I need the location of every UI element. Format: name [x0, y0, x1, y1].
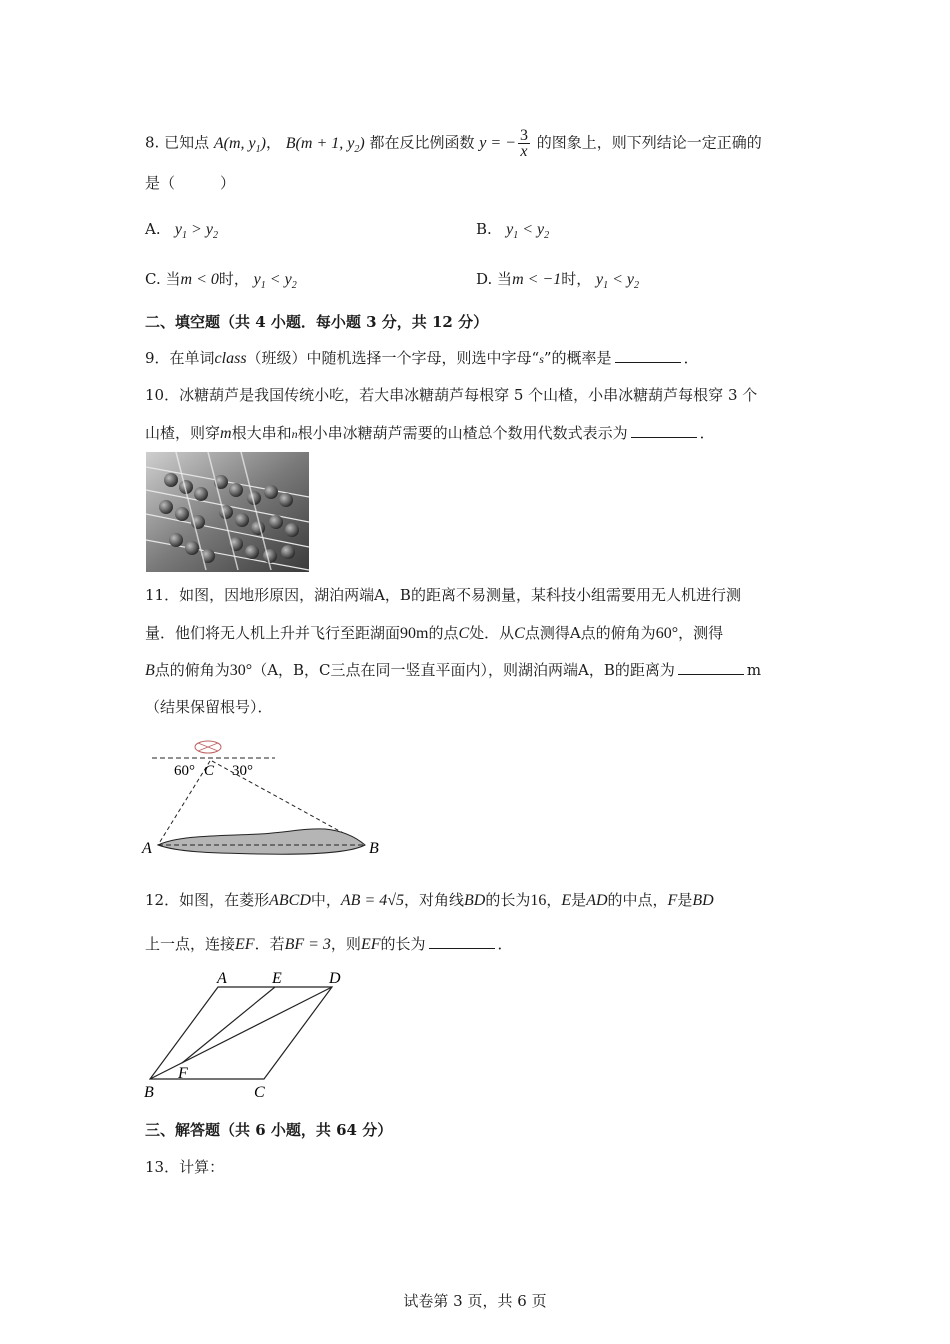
q8-function: y = −: [479, 134, 516, 152]
label-60: 60°: [174, 763, 195, 779]
section-2-heading: 二、填空题（共 4 小题．每小题 3 分，共 12 分）: [145, 313, 489, 331]
q8-option-a: A. $y_1 > y_2$: [145, 220, 218, 242]
page-footer: 试卷第 3 页，共 6 页: [403, 1292, 547, 1310]
q8-text: 都在反比例函数: [369, 133, 475, 152]
label-B: B: [144, 1084, 154, 1101]
q10-line1: 10．冰糖葫芦是我国传统小吃，若大串冰糖葫芦每根穿 5 个山楂，小串冰糖葫芦每根穿 3 个: [145, 386, 758, 404]
q8-option-b: B. $y_1 < y_2$: [476, 220, 550, 242]
q11-figure: [140, 735, 390, 860]
q11-line4: （结果保留根号）．: [145, 698, 273, 716]
q8-comma: ，: [265, 133, 281, 152]
label-30: 30°: [232, 763, 253, 779]
q8-text: 的图象上，则下列结论一定正确的: [536, 133, 762, 152]
q8-number: 8.: [145, 133, 160, 152]
label-F: F: [178, 1065, 188, 1082]
q8-text: 是（ ）: [145, 174, 236, 192]
label-A: A: [217, 970, 227, 987]
q10-answer-blank[interactable]: [631, 423, 697, 438]
q8-fraction: $\frac{3}{x}$: [519, 127, 528, 160]
q8-line2: [145, 172, 235, 194]
q9: 9．在单词class（班级）中随机选择一个字母，则选中字母“s”的概率是 ．: [145, 349, 699, 367]
q12-figure: [140, 965, 370, 1105]
label-C: C: [254, 1084, 265, 1101]
label-E: E: [272, 970, 282, 987]
label-b: B: [369, 840, 379, 857]
q11-line3: B点的俯角为30°（A，B，C三点在同一竖直平面内），则湖泊两端A，B的距离为 m: [145, 661, 762, 679]
q11-answer-blank[interactable]: [678, 660, 744, 675]
q13: 13．计算：: [145, 1158, 225, 1176]
q9-answer-blank[interactable]: [615, 348, 681, 363]
q8-point-b: B(m + 1, $y_2$): [285, 134, 365, 155]
q12-line2: 上一点，连接EF．若BF = 3，则EF的长为 ．: [145, 935, 513, 953]
q8-text: 已知点: [164, 133, 210, 152]
q8-line1: [145, 128, 762, 161]
q10-line2: 山楂，则穿m根大串和n根小串冰糖葫芦需要的山楂总个数用代数式表示为 ．: [145, 424, 715, 442]
label-c: C: [204, 763, 215, 779]
q12-answer-blank[interactable]: [429, 934, 495, 949]
candied-haws-photo: [146, 452, 309, 572]
label-a: A: [142, 840, 152, 857]
q11-line1: 11．如图，因地形原因，湖泊两端A，B的距离不易测量，某科技小组需要用无人机进行测: [145, 586, 741, 604]
q8-option-c: C. 当m < 0时， $y_1 < y_2$: [145, 270, 297, 292]
section-3-heading: 三、解答题（共 6 小题，共 64 分）: [145, 1121, 393, 1139]
q8-option-d: D. 当m < −1时， $y_1 < y_2$: [476, 270, 640, 292]
q12-line1: 12．如图，在菱形ABCD中，AB = 4√5，对角线BD的长为16，E是AD的中点，F是BD: [145, 891, 714, 909]
label-D: D: [329, 970, 341, 987]
q11-line2: 量．他们将无人机上升并飞行至距湖面90m的点C处．从C点测得A点的俯角为60°，测得: [145, 624, 724, 642]
lake-shape: [158, 829, 365, 854]
q8-point-a: A(m, $y_1$): [213, 134, 266, 155]
segment-ef: [182, 987, 275, 1063]
